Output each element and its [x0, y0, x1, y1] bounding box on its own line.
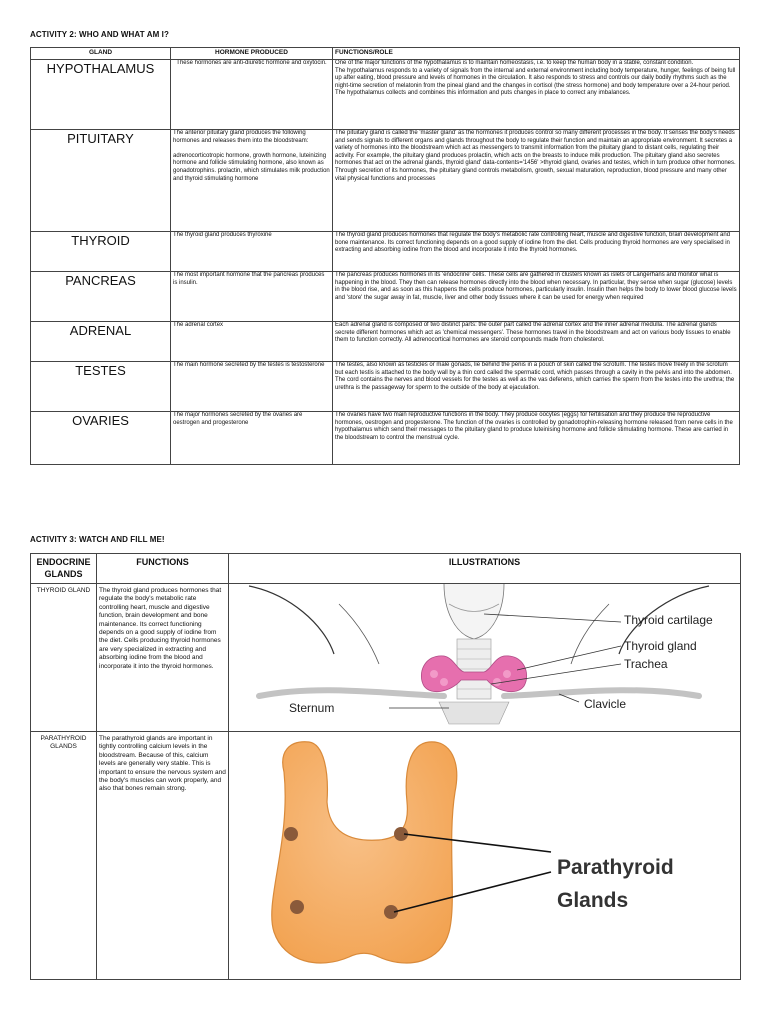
hormone-cell: The adrenal cortex — [171, 322, 333, 362]
thyroid-back-shape — [272, 742, 457, 963]
label-thyroid-gland-text: Thyroid gland — [624, 639, 697, 653]
functions-cell: The thyroid gland produces hormones that regulate the body's metabolic rate controlling heart, muscle and digestive function, brain development and bone maintenance. Its correct functioning depends on a good supply of iodine from the diet. Cells producing thyroid hormones are very specialised in extracting and absorbing iodine from the blood and incorporate it into the thyroid hormones. — [333, 232, 740, 272]
functions-cell: One of the major functions of the hypothalamus is to maintain homeostasis, i.e. to keep the human body in a stable, constant condition. The hypothalamus responds to a variety of signals from the internal and external environment including body temperature, hunger, feelings of being full up after eating, blood pressure and levels of hormones in the circulation. It also responds to stress and controls our daily bodily rhythms such as the night-time secretion of melatonin from the pineal gland and the changes in cortisol (the stress hormone) and body temperature over a 24-hour period. The hypothalamus collects and combines this information and puts changes in place to correct any imbalances. — [333, 60, 740, 130]
parathyroid-label-line2 — [557, 889, 628, 912]
label-thyroid-gland — [624, 639, 697, 653]
gland-cell: PARATHYROID GLANDS — [31, 732, 97, 980]
gland-cell: OVARIES — [31, 412, 171, 465]
gland-cell: PITUITARY — [31, 130, 171, 232]
parathyroid-illustration — [229, 732, 739, 974]
hormone-cell: The anterior pituitary gland produces the following hormones and releases them into the bloodstream: adrenocorticotropic hormone, growth hormone, luteinizing hormone and follicle stimulating hormone, also known as gonadotrophins. prolactin, which stimulates milk production and thyroid stimulating hormone — [171, 130, 333, 232]
label-thyroid-cartilage-text: Thyroid cartilage — [624, 613, 713, 627]
table-row — [31, 732, 741, 980]
parathyroid-gland-dot — [290, 900, 304, 914]
hormone-cell: The main hormone secreted by the testes is testosterone — [171, 362, 333, 412]
label-sternum — [289, 701, 334, 715]
label-sternum-text: Sternum — [289, 701, 335, 715]
parathyroid-label-line1-text: Parathyroid — [557, 856, 674, 879]
thyroid-illustration — [229, 584, 739, 726]
gland-cell: THYROID GLAND — [31, 584, 97, 732]
table-header-row — [31, 48, 740, 60]
table-row — [31, 322, 740, 362]
functions-cell: Each adrenal gland is composed of two distinct parts: the outer part called the adrenal cortex and the inner adrenal medulla. The adrenal glands secrete different hormones which act as 'chemical messengers'. These hormones travel in the bloodstream and act on various body tissues to enable them to function correctly. All adrenocortical hormones are steroid compounds made from cholesterol. — [333, 322, 740, 362]
functions-cell: The testes, also known as testicles or male gonads, lie behind the penis in a pouch of skin called the scrotum. The testes move freely in the scrotum but each testis is attached to the body wall by a thin cord called the spermatic cord, which passes through a cavity in the pelvis and into the abdomen. The cord contains the nerves and blood vessels for the testes as well as the vas deferens, which carries the sperm from the testes into the urethra; the urethra is the passageway for sperm to the outside of the body at ejaculation. — [333, 362, 740, 412]
gland-cell: TESTES — [31, 362, 171, 412]
hormone-header: HORMONE PRODUCED — [171, 48, 333, 60]
label-thyroid-cartilage — [624, 613, 713, 627]
thyroid-illustration-cell — [229, 584, 741, 732]
table-row — [31, 60, 740, 130]
label-clavicle-text: Clavicle — [584, 697, 627, 711]
functions-cell: The parathyroid glands are important in tightly controlling calcium levels in the bloodstream. Because of this, calcium levels are generally very stable. This is important to ensure the nervous system and the body's muscles can work properly, and also that bones remain strong. — [97, 732, 229, 980]
activity2-title: ACTIVITY 2: WHO AND WHAT AM I? — [30, 30, 169, 39]
table-row — [31, 232, 740, 272]
parathyroid-gland-dot — [284, 827, 298, 841]
functions-header: FUNCTIONS/ROLE — [333, 48, 740, 60]
label-clavicle — [584, 697, 626, 711]
endocrine-glands-header: ENDOCRINE GLANDS — [31, 554, 97, 584]
illustrations-header: ILLUSTRATIONS — [229, 554, 741, 584]
label-trachea — [624, 657, 668, 671]
table-row — [31, 412, 740, 465]
parathyroid-label-line2-text: Glands — [557, 889, 629, 912]
hormone-cell: These hormones are anti-diuretic hormone and oxytocin. — [171, 60, 333, 130]
gland-header: GLAND — [31, 48, 171, 60]
activity2-table — [30, 47, 740, 465]
parathyroid-illustration-cell — [229, 732, 741, 980]
gland-cell: ADRENAL — [31, 322, 171, 362]
functions-cell: The ovaries have two main reproductive functions in the body. They produce oocytes (eggs) for fertilisation and they produce the reproductive hormones, oestrogen and progesterone. The function of the ovaries is controlled by gonadotrophin-releasing hormone released from nerve cells in the hypothalamus which send their messages to the pituitary gland to produce luteinising hormone and follicle stimulating hormone. These are carried in the bloodstream to control the menstrual cycle. — [333, 412, 740, 465]
gland-cell: HYPOTHALAMUS — [31, 60, 171, 130]
functions-cell: The pancreas produces hormones in its 'endocrine' cells. These cells are gathered in clusters known as islets of Langerhans and monitor what is happening in the blood. They then can release hormones directly into the blood when necessary. In particular, they sense when sugar (glucose) levels in the blood rise, and as soon as this happens the cells produce hormones, particularly insulin. Insulin then helps the body to lower blood glucose levels and 'store' the sugar away in fat, muscle, liver and other body tissues where it can be used for energy when required — [333, 272, 740, 322]
functions-cell: The pituitary gland is called the 'master gland' as the hormones it produces control so many different processes in the body. It senses the body's needs and sends signals to different organs and glands throughout the body to regulate their function and maintain an appropriate environment. It secretes a variety of hormones into the bloodstream which act as messengers to transmit information from the pituitary gland to distant cells, regulating their activity. For example, the pituitary gland produces prolactin, which acts on the breasts to induce milk production. The pituitary gland also secretes hormones that act on the adrenal glands, thyroid gland' data-contents='1456' >thyroid gland, ovaries and testes, which in turn produce other hormones. Through secretion of its hormones, the pituitary gland controls metabolism, growth, sexual maturation, reproduction, blood pressure and many other vital physical functions and processes — [333, 130, 740, 232]
table-row — [31, 272, 740, 322]
gland-cell: PANCREAS — [31, 272, 171, 322]
hormone-cell: The most important hormone that the pancreas produces is insulin. — [171, 272, 333, 322]
table-row — [31, 584, 741, 732]
gland-cell: THYROID — [31, 232, 171, 272]
activity3-table — [30, 553, 741, 980]
functions-cell: The thyroid gland produces hormones that regulate the body's metabolic rate controlling heart, muscle and digestive function, brain development and bone maintenance. Its correct functioning depends on a good supply of iodine from the diet. Cells producing thyroid hormones are very specialized in extracting and absorbing iodine from the blood and incorporate it into the thyroid hormones. — [97, 584, 229, 732]
label-trachea-text: Trachea — [624, 657, 668, 671]
hormone-cell: The major hormones secreted by the ovaries are oestrogen and progesterone — [171, 412, 333, 465]
table-row — [31, 362, 740, 412]
hormone-cell: The thyroid gland produces thyroxine — [171, 232, 333, 272]
functions-header: FUNCTIONS — [97, 554, 229, 584]
table-header-row — [31, 554, 741, 584]
activity3-title: ACTIVITY 3: WATCH AND FILL ME! — [30, 535, 165, 544]
table-row — [31, 130, 740, 232]
parathyroid-label-line1 — [557, 856, 674, 879]
